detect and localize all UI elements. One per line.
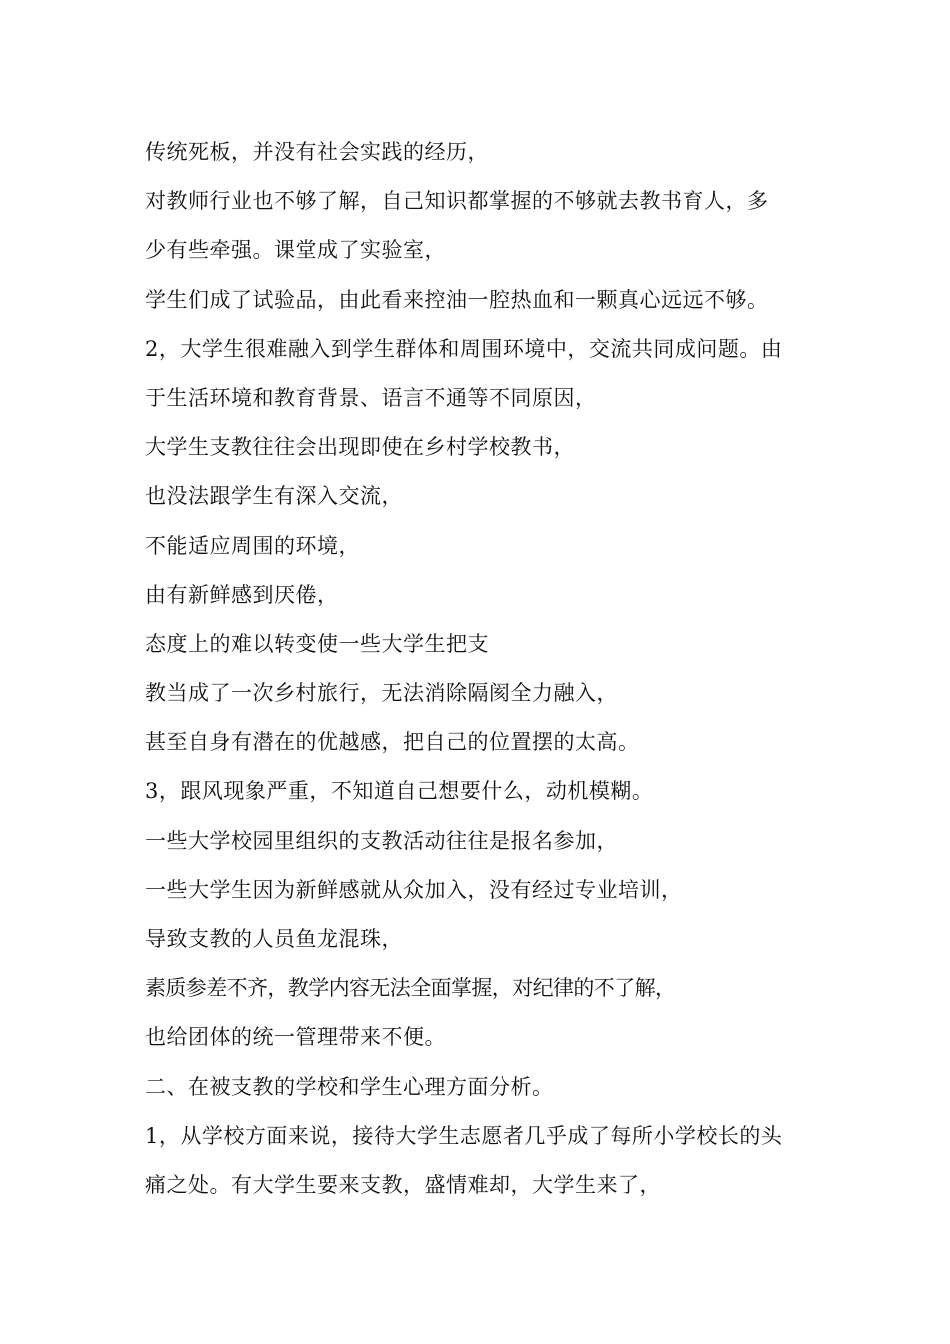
text-line: 也没法跟学生有深入交流， [145, 484, 403, 509]
text-line: 导致支教的人员鱼龙混珠， [145, 927, 403, 951]
text-line: 于生活环境和教育背景、语言不通等不同原因， [145, 385, 597, 410]
text-line: 学生们成了试验品，由此看来控油一腔热血和一颗真心远远不够。 [145, 287, 769, 312]
document-body [145, 128, 825, 1210]
text-line: 3，跟风现象严重，不知道自己想要什么，动机模糊。 [145, 779, 654, 804]
text-line: 1，从学校方面来说，接待大学生志愿者几乎成了每所小学校长的头 [145, 1123, 783, 1148]
text-line: 传统死板，并没有社会实践的经历， [145, 140, 489, 164]
text-line: 不能适应周围的环境， [145, 533, 360, 558]
text-line: 对教师行业也不够了解，自己知识都掌握的不够就去教书育人，多 [145, 189, 769, 214]
text-line: 甚至自身有潜在的优越感，把自己的位置摆的太高。 [145, 730, 640, 755]
text-line: 素质参差不齐，教学内容无法全面掌握，对纪律的不了解， [145, 976, 676, 1001]
text-line: 教当成了一次乡村旅行，无法消除隔阂全力融入， [145, 681, 618, 706]
text-line: 大学生支教往往会出现即使在乡村学校教书， [145, 435, 575, 460]
text-line: 痛之处。有大学生要来支教，盛情难却，大学生来了， [145, 1172, 661, 1197]
text-line: 也给团体的统一管理带来不便。 [145, 1025, 446, 1050]
text-line: 少有些牵强。课堂成了实验室， [145, 238, 446, 263]
text-line: 二、在被支教的学校和学生心理方面分析。 [145, 1074, 554, 1099]
text-line: 2，大学生很难融入到学生群体和周围环境中，交流共同成问题。由 [145, 336, 783, 361]
text-line: 态度上的难以转变使一些大学生把支 [145, 631, 489, 656]
text-line: 由有新鲜感到厌倦， [145, 582, 339, 607]
text-line: 一些大学校园里组织的支教活动往往是报名参加， [145, 828, 618, 853]
text-line: 一些大学生因为新鲜感就从众加入，没有经过专业培训， [145, 877, 683, 902]
